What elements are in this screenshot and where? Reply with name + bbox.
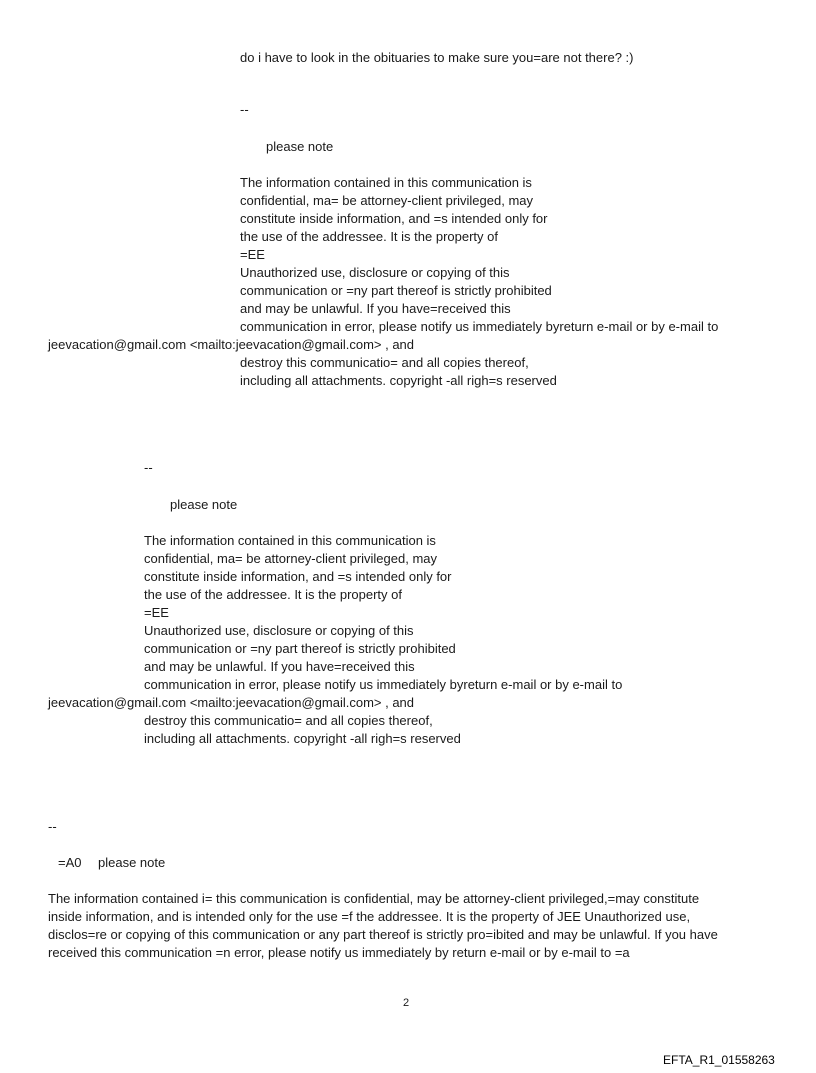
block2-line: including all attachments. copyright -all righ=s reserved <box>144 731 461 746</box>
block3-line: disclos=re or copying of this communication or any part thereof is strictly pro=ibited and may be unlawful. If you have <box>48 927 718 942</box>
block2-line: confidential, ma= be attorney-client privileged, may <box>144 551 438 566</box>
opening-line: do i have to look in the obituaries to make sure you=are not there? :) <box>240 50 634 65</box>
block1-line: destroy this communicatio= and all copies thereof, <box>240 355 529 370</box>
block1-line: communication or =ny part thereof is strictly prohibited <box>240 283 552 298</box>
document-id: EFTA_R1_01558263 <box>663 1053 775 1067</box>
block3-note-prefix: =A0 <box>58 855 82 870</box>
block2-separator: -- <box>144 460 153 475</box>
block1-line: =EE <box>240 247 265 262</box>
block2-line: and may be unlawful. If you have=received this <box>144 659 415 674</box>
block2-line: destroy this communicatio= and all copies thereof, <box>144 713 433 728</box>
block2-line: communication or =ny part thereof is strictly prohibited <box>144 641 456 656</box>
block2-line: =EE <box>144 605 169 620</box>
block1-line: the use of the addressee. It is the property of <box>240 229 498 244</box>
page-number: 2 <box>403 997 410 1009</box>
block3-line: inside information, and is intended only for the use =f the addressee. It is the property of JEE Unauthorized use, <box>48 909 691 924</box>
block1-line: Unauthorized use, disclosure or copying of this <box>240 265 510 280</box>
block3-separator: -- <box>48 819 57 834</box>
block2-line: constitute inside information, and =s intended only for <box>144 569 452 584</box>
block2-line: The information contained in this communication is <box>144 533 436 548</box>
block1-email-line: jeevacation@gmail.com <mailto:jeevacation@gmail.com> , and <box>48 337 415 352</box>
block1-separator: -- <box>240 102 249 117</box>
block2-line: the use of the addressee. It is the property of <box>144 587 402 602</box>
block1-line: and may be unlawful. If you have=received this <box>240 301 511 316</box>
block2-email-line: jeevacation@gmail.com <mailto:jeevacation@gmail.com> , and <box>48 695 415 710</box>
block2-note-heading: please note <box>170 497 238 512</box>
block2-line: communication in error, please notify us immediately byreturn e-mail or by e-mail to <box>144 677 623 692</box>
block2-line: Unauthorized use, disclosure or copying of this <box>144 623 414 638</box>
block1-note-heading: please note <box>266 139 334 154</box>
block1-line: confidential, ma= be attorney-client privileged, may <box>240 193 534 208</box>
block1-line: The information contained in this communication is <box>240 175 532 190</box>
block1-line: constitute inside information, and =s intended only for <box>240 211 548 226</box>
block1-line: including all attachments. copyright -all righ=s reserved <box>240 373 557 388</box>
block1-line: communication in error, please notify us immediately byreturn e-mail or by e-mail to <box>240 319 719 334</box>
block3-line: received this communication =n error, please notify us immediately by return e-mail or by e-mail to =a <box>48 945 630 960</box>
block3-line: The information contained i= this communication is confidential, may be attorney-client privileged,=may constitute <box>48 891 700 906</box>
block3-note-heading: please note <box>98 855 166 870</box>
